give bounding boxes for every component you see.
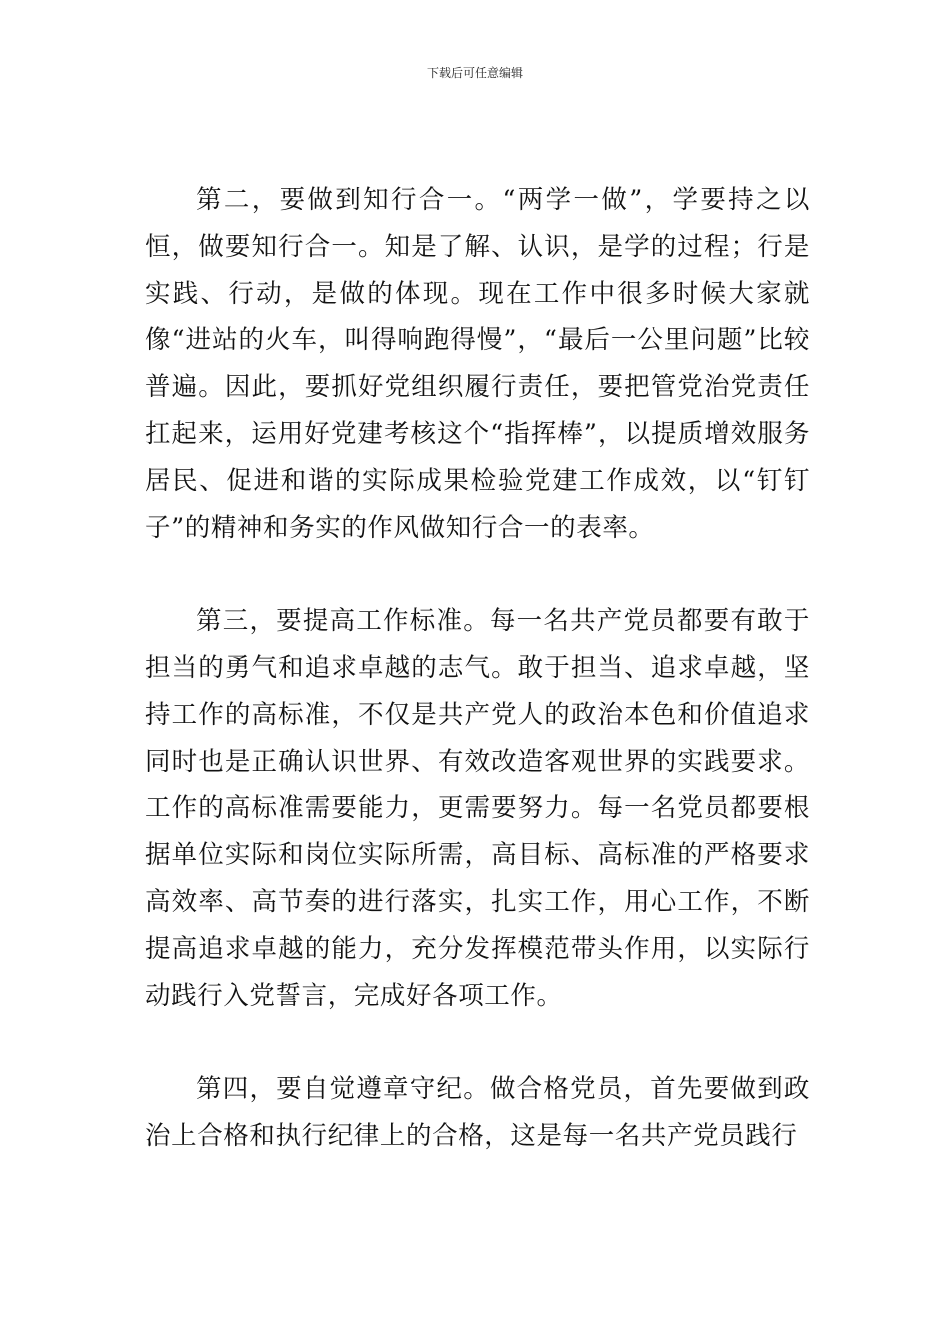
paragraph-third-point: 第三，要提高工作标准。每一名共产党员都要有敢于担当的勇气和追求卓越的志气。敢于担当、追求卓越，坚持工作的高标准，不仅是共产党人的政治本色和价值追求同时也是正确认识世界、有效改造客观世界的实践要求。工作的高标准需要能力，更需要努力。每一名党员都要根据单位实际和岗位实际所需，高目标、高标准的严格要求高效率、高节奏的进行落实，扎实工作，用心工作，不断提高追求卓越的能力，充分发挥模范带头作用，以实际行动践行入党誓言，完成好各项工作。 (145, 606, 810, 1011)
page-header: 下载后可任意编辑 (426, 66, 523, 80)
paragraph-second-point: 第二，要做到知行合一。“两学一做”，学要持之以恒，做要知行合一。知是了解、认识，是学的过程；行是实践、行动，是做的体现。现在工作中很多时候大家就像“进站的火车，叫得响跑得慢”，“最后一公里问题”比较普遍。因此，要抓好党组织履行责任，要把管党治党责任扛起来，运用好党建考核这个“指挥棒”，以提质增效服务居民、促进和谐的实际成果检验党建工作成效，以“钉钉子”的精神和务实的作风做知行合一的表率。 (145, 185, 810, 543)
document-body (145, 177, 810, 1160)
paragraph-fourth-point: 第四，要自觉遵章守纪。做合格党员，首先要做到政治上合格和执行纪律上的合格，这是每一名共产党员践行 (145, 1074, 810, 1151)
